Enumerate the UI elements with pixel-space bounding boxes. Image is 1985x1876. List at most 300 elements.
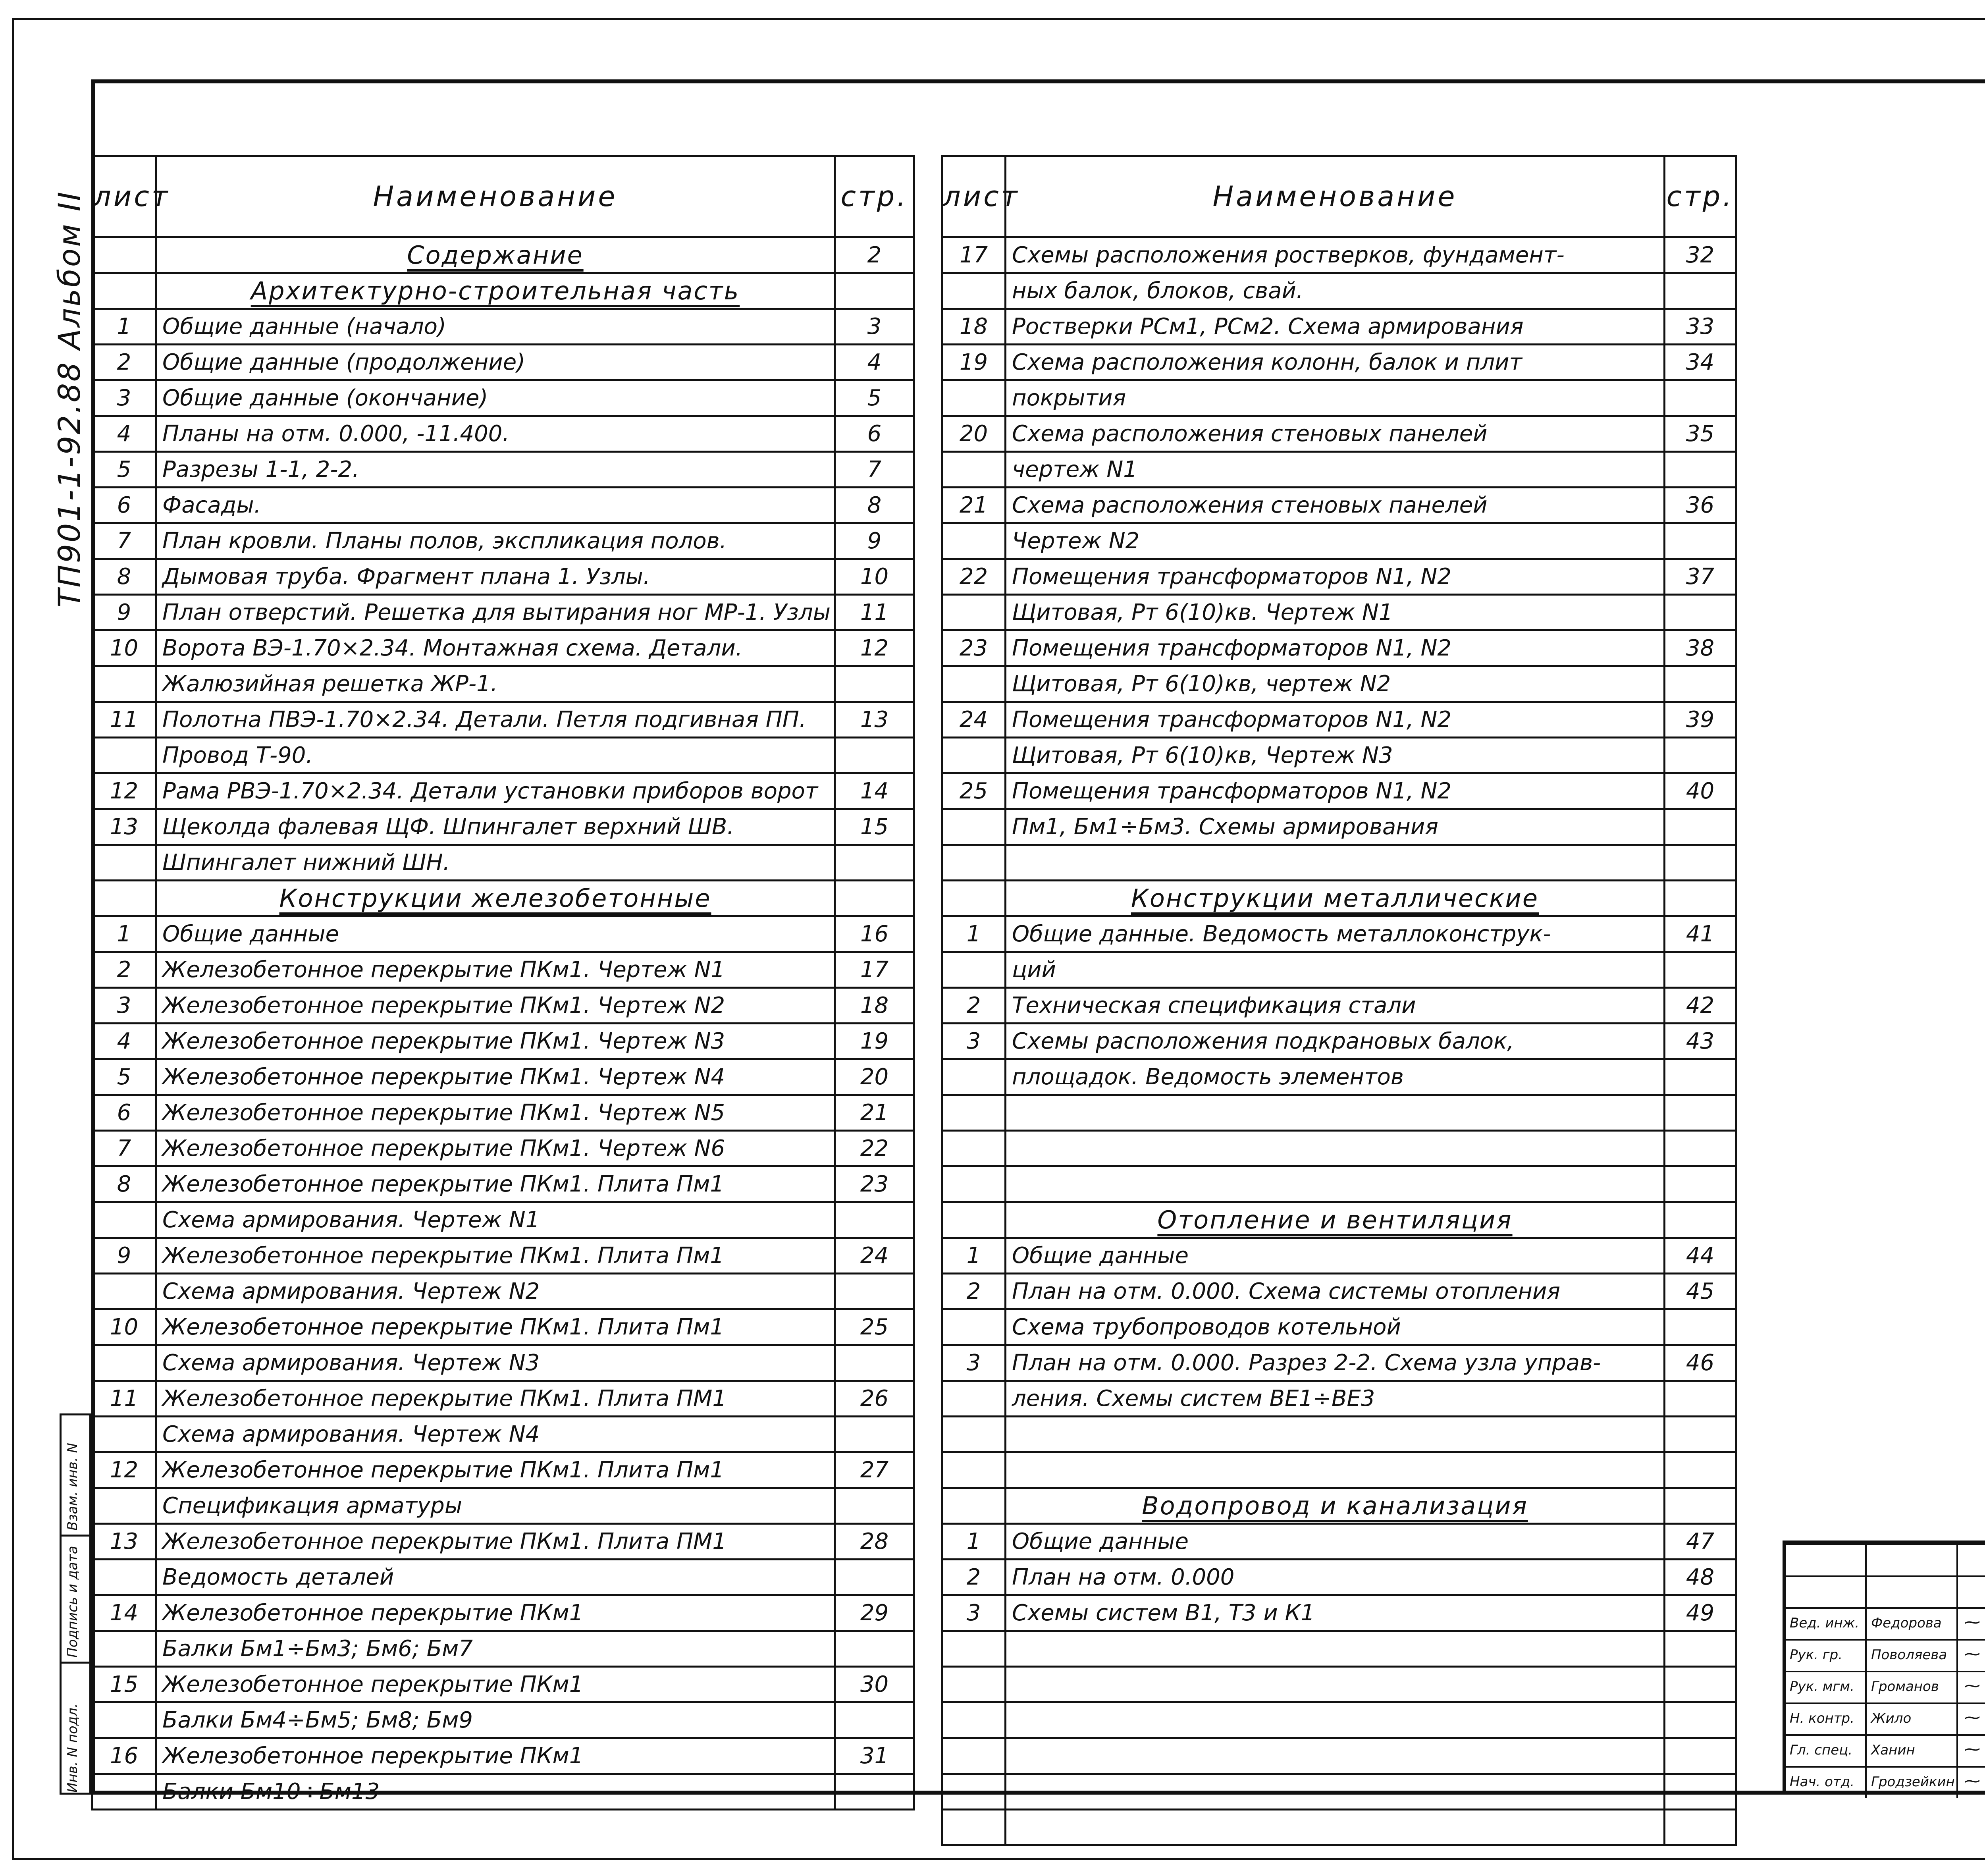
- name-cell: [1006, 1774, 1665, 1810]
- name-cell: [1006, 1738, 1665, 1774]
- name-cell: План на отм. 0.000: [1006, 1560, 1665, 1595]
- sheet-cell: [93, 1774, 156, 1810]
- sheet-cell: 1: [942, 916, 1006, 952]
- sheet-cell: [942, 666, 1006, 702]
- table-row: [942, 1774, 1736, 1810]
- page-cell: [1665, 1417, 1736, 1452]
- table-row: [93, 1059, 914, 1095]
- name-cell: [1006, 1667, 1665, 1702]
- name-cell: [1006, 1810, 1665, 1845]
- page-cell: [835, 1345, 914, 1381]
- section-title-text: Архитектурно-строительная часть: [251, 276, 740, 305]
- table-row: [942, 309, 1736, 345]
- sheet-cell: [942, 845, 1006, 881]
- sheet-cell: [942, 1309, 1006, 1345]
- header-page: стр.: [1665, 156, 1736, 237]
- name-cell: [1006, 1452, 1665, 1488]
- sheet-cell: 2: [93, 345, 156, 380]
- sheet-cell: [93, 1417, 156, 1452]
- name-cell: покрытия: [1006, 380, 1665, 416]
- name-cell: ций: [1006, 952, 1665, 988]
- name-cell: Железобетонное перекрытие ПКм1. Плита Пм1: [156, 1238, 835, 1274]
- table-row: [942, 595, 1736, 630]
- table-row: [942, 559, 1736, 595]
- section-title-text: Содержание: [407, 241, 584, 270]
- page-cell: 7: [835, 452, 914, 488]
- title-block: [1783, 1541, 1985, 1795]
- page-cell: 47: [1665, 1524, 1736, 1560]
- page-cell: 41: [1665, 916, 1736, 952]
- table-row: [942, 1702, 1736, 1738]
- signer-role: Нач. отд.: [1790, 1774, 1855, 1790]
- table-row: [93, 1452, 914, 1488]
- page-cell: [1665, 595, 1736, 630]
- table-row: [93, 630, 914, 666]
- table-row: [93, 1238, 914, 1274]
- name-cell: Рама РВЭ-1.70×2.34. Детали установки приборов ворот: [156, 773, 835, 809]
- table-row: [942, 380, 1736, 416]
- name-cell: [1006, 845, 1665, 881]
- name-cell: Схема расположения стеновых панелей: [1006, 416, 1665, 452]
- page-cell: 15: [835, 809, 914, 845]
- page-cell: [1665, 380, 1736, 416]
- sheet-cell: [93, 845, 156, 881]
- page-cell: [1665, 666, 1736, 702]
- page-cell: [1665, 1059, 1736, 1095]
- name-cell: Ростверки РСм1, РСм2. Схема армирования: [1006, 309, 1665, 345]
- signature-mark: ⁓: [1964, 1677, 1980, 1695]
- page-cell: 10: [835, 559, 914, 595]
- strip-label-inventory: Инв. N подл.: [65, 1703, 81, 1793]
- name-cell: площадок. Ведомость элементов: [1006, 1059, 1665, 1095]
- page-cell: 39: [1665, 702, 1736, 738]
- table-row: [93, 559, 914, 595]
- table-row: [93, 1774, 914, 1810]
- name-cell: Схема армирования. Чертеж N2: [156, 1274, 835, 1309]
- name-cell: Помещения трансформаторов N1, N2: [1006, 559, 1665, 595]
- page-cell: [835, 1488, 914, 1524]
- page-cell: 29: [835, 1595, 914, 1631]
- sheet-cell: [93, 273, 156, 309]
- name-cell: Провод Т-90.: [156, 738, 835, 773]
- name-cell: Помещения трансформаторов N1, N2: [1006, 773, 1665, 809]
- page-cell: [1665, 1309, 1736, 1345]
- sheet-cell: 13: [93, 809, 156, 845]
- strip-label-signature: Подпись и дата: [65, 1546, 81, 1658]
- sheet-cell: [942, 1488, 1006, 1524]
- sheet-cell: 1: [93, 916, 156, 952]
- name-cell: Общие данные (продолжение): [156, 345, 835, 380]
- table-row: [93, 1417, 914, 1452]
- sheet-cell: 3: [93, 988, 156, 1024]
- name-cell: Ведомость деталей: [156, 1560, 835, 1595]
- sheet-cell: [93, 881, 156, 916]
- name-cell: План отверстий. Решетка для вытирания ног МР-1. Узлы: [156, 595, 835, 630]
- name-cell: Общие данные (окончание): [156, 380, 835, 416]
- name-cell: Железобетонное перекрытие ПКм1. Чертеж N5: [156, 1095, 835, 1131]
- table-header: [942, 156, 1736, 237]
- page-cell: [835, 1560, 914, 1595]
- signer-role: Н. контр.: [1790, 1710, 1854, 1726]
- sheet-cell: [942, 1417, 1006, 1452]
- page-cell: [1665, 1774, 1736, 1810]
- sheet-cell: 8: [93, 1166, 156, 1202]
- name-cell: Разрезы 1-1, 2-2.: [156, 452, 835, 488]
- page-cell: 27: [835, 1452, 914, 1488]
- name-cell: Балки Бм4÷Бм5; Бм8; Бм9: [156, 1702, 835, 1738]
- table-row: [93, 1560, 914, 1595]
- table-row: [93, 488, 914, 523]
- header-name: Наименование: [156, 156, 835, 237]
- page-cell: 12: [835, 630, 914, 666]
- table-row: [93, 738, 914, 773]
- table-row: [93, 1595, 914, 1631]
- name-cell: План кровли. Планы полов, экспликация полов.: [156, 523, 835, 559]
- section-row: [942, 1488, 1736, 1524]
- signer-name: Громанов: [1871, 1679, 1939, 1695]
- signature-mark: ⁓: [1964, 1740, 1980, 1758]
- name-cell: Железобетонное перекрытие ПКм1. Чертеж N2: [156, 988, 835, 1024]
- page-cell: 5: [835, 380, 914, 416]
- page-cell: 11: [835, 595, 914, 630]
- table-row: [942, 416, 1736, 452]
- page-cell: 9: [835, 523, 914, 559]
- page-cell: 46: [1665, 1345, 1736, 1381]
- page-cell: [835, 273, 914, 309]
- sheet-cell: 5: [93, 1059, 156, 1095]
- table-row: [942, 916, 1736, 952]
- table-row: [942, 1095, 1736, 1131]
- sheet-cell: [93, 1560, 156, 1595]
- name-cell: Техническая спецификация стали: [1006, 988, 1665, 1024]
- signer-role: Вед. инж.: [1790, 1615, 1860, 1631]
- sheet-cell: [942, 1166, 1006, 1202]
- page-cell: 48: [1665, 1560, 1736, 1595]
- page-cell: 8: [835, 488, 914, 523]
- sheet-cell: 2: [942, 1560, 1006, 1595]
- name-cell: Железобетонное перекрытие ПКм1. Плита Пм1: [156, 1166, 835, 1202]
- section-row: [93, 237, 914, 273]
- approval-strip: [60, 1413, 91, 1795]
- page-cell: [835, 666, 914, 702]
- table-row: [942, 1595, 1736, 1631]
- name-cell: ных балок, блоков, свай.: [1006, 273, 1665, 309]
- name-cell: [1006, 1631, 1665, 1667]
- section-title: [1006, 1202, 1665, 1238]
- name-cell: Чертеж N2: [1006, 523, 1665, 559]
- table-row: [942, 523, 1736, 559]
- table-row: [93, 702, 914, 738]
- name-cell: Спецификация арматуры: [156, 1488, 835, 1524]
- sheet-cell: [93, 666, 156, 702]
- section-title-text: Конструкции железобетонные: [279, 884, 711, 913]
- name-cell: Схема расположения колонн, балок и плит: [1006, 345, 1665, 380]
- page-cell: 6: [835, 416, 914, 452]
- sheet-cell: 25: [942, 773, 1006, 809]
- sheet-cell: [942, 1202, 1006, 1238]
- name-cell: Общие данные. Ведомость металлоконструк-: [1006, 916, 1665, 952]
- signature-mark: ⁓: [1964, 1772, 1980, 1790]
- sheet-cell: [93, 237, 156, 273]
- sheet-cell: 2: [942, 1274, 1006, 1309]
- sheet-cell: [942, 1667, 1006, 1702]
- name-cell: [1006, 1702, 1665, 1738]
- sheet-cell: 5: [93, 452, 156, 488]
- table-row: [942, 488, 1736, 523]
- section-row: [942, 881, 1736, 916]
- name-cell: Жалюзийная решетка ЖР-1.: [156, 666, 835, 702]
- name-cell: Ворота ВЭ-1.70×2.34. Монтажная схема. Детали.: [156, 630, 835, 666]
- table-row: [93, 988, 914, 1024]
- signer-role: Рук. гр.: [1790, 1647, 1843, 1663]
- table-row: [93, 1274, 914, 1309]
- page-cell: 45: [1665, 1274, 1736, 1309]
- signature-mark: ⁓: [1964, 1708, 1980, 1727]
- table-row: [93, 1702, 914, 1738]
- sheet-cell: 6: [93, 1095, 156, 1131]
- sheet-cell: 7: [93, 1131, 156, 1166]
- name-cell: Железобетонное перекрытие ПКм1. Плита ПМ1: [156, 1381, 835, 1417]
- page-cell: [1665, 1095, 1736, 1131]
- page-cell: [1665, 1131, 1736, 1166]
- page-cell: 18: [835, 988, 914, 1024]
- table-row: [942, 1560, 1736, 1595]
- section-title: [156, 881, 835, 916]
- section-title-text: Отопление и вентиляция: [1157, 1205, 1513, 1234]
- page-cell: [1665, 1488, 1736, 1524]
- table-row: [942, 809, 1736, 845]
- sheet-cell: 14: [93, 1595, 156, 1631]
- sheet-cell: 24: [942, 702, 1006, 738]
- name-cell: Железобетонное перекрытие ПКм1: [156, 1667, 835, 1702]
- sheet-cell: 19: [942, 345, 1006, 380]
- name-cell: Щитовая, Рт 6(10)кв, Чертеж N3: [1006, 738, 1665, 773]
- sheet-cell: 15: [93, 1667, 156, 1702]
- sheet-cell: 12: [93, 1452, 156, 1488]
- table-row: [942, 1810, 1736, 1845]
- signer-name: Жило: [1871, 1710, 1912, 1726]
- sheet-cell: 10: [93, 630, 156, 666]
- name-cell: Щитовая, Рт 6(10)кв. Чертеж N1: [1006, 595, 1665, 630]
- name-cell: Общие данные (начало): [156, 309, 835, 345]
- table-row: [93, 1381, 914, 1417]
- name-cell: Схема армирования. Чертеж N1: [156, 1202, 835, 1238]
- section-row: [93, 273, 914, 309]
- name-cell: Железобетонное перекрытие ПКм1. Чертеж N6: [156, 1131, 835, 1166]
- page-cell: 24: [835, 1238, 914, 1274]
- sheet-cell: 13: [93, 1524, 156, 1560]
- sheet-cell: 18: [942, 309, 1006, 345]
- sheet-cell: 23: [942, 630, 1006, 666]
- name-cell: Пм1, Бм1÷Бм3. Схемы армирования: [1006, 809, 1665, 845]
- page-cell: [1665, 738, 1736, 773]
- page-cell: 13: [835, 702, 914, 738]
- table-row: [93, 309, 914, 345]
- table-row: [942, 1059, 1736, 1095]
- name-cell: Железобетонное перекрытие ПКм1: [156, 1738, 835, 1774]
- table-row: [942, 1524, 1736, 1560]
- page-cell: [1665, 881, 1736, 916]
- page-cell: [835, 845, 914, 881]
- page-cell: [1665, 452, 1736, 488]
- sheet-cell: 4: [93, 416, 156, 452]
- table-row: [93, 1667, 914, 1702]
- table-header: [93, 156, 914, 237]
- section-title: [1006, 881, 1665, 916]
- table-row: [93, 1024, 914, 1059]
- page-cell: 23: [835, 1166, 914, 1202]
- name-cell: [1006, 1166, 1665, 1202]
- sheet-cell: 21: [942, 488, 1006, 523]
- table-row: [942, 773, 1736, 809]
- page-cell: [1665, 523, 1736, 559]
- table-row: [93, 1166, 914, 1202]
- name-cell: Железобетонное перекрытие ПКм1. Чертеж N4: [156, 1059, 835, 1095]
- page-cell: [835, 1202, 914, 1238]
- name-cell: Железобетонное перекрытие ПКм1. Плита Пм1: [156, 1452, 835, 1488]
- table-row: [942, 1417, 1736, 1452]
- page-cell: 31: [835, 1738, 914, 1774]
- signer-name: Гродзейкин: [1871, 1774, 1955, 1790]
- page-cell: 2: [835, 237, 914, 273]
- page-cell: 28: [835, 1524, 914, 1560]
- page-cell: 17: [835, 952, 914, 988]
- table-row: [942, 1738, 1736, 1774]
- table-row: [942, 988, 1736, 1024]
- signer-name: Ханин: [1871, 1742, 1915, 1758]
- table-row: [93, 1524, 914, 1560]
- table-row: [93, 345, 914, 380]
- sheet-cell: 1: [93, 309, 156, 345]
- name-cell: План на отм. 0.000. Схема системы отопления: [1006, 1274, 1665, 1309]
- sheet-cell: 3: [93, 380, 156, 416]
- strip-divider: [62, 1535, 89, 1537]
- table-row: [942, 1238, 1736, 1274]
- sheet-cell: [942, 273, 1006, 309]
- sheet-cell: 11: [93, 1381, 156, 1417]
- sheet-cell: [942, 595, 1006, 630]
- page-cell: 19: [835, 1024, 914, 1059]
- sheet-cell: [942, 1452, 1006, 1488]
- sheet-cell: [942, 1095, 1006, 1131]
- signer-role: Гл. спец.: [1790, 1742, 1853, 1758]
- sheet-cell: 12: [93, 773, 156, 809]
- table-row: [942, 273, 1736, 309]
- table-row: [942, 630, 1736, 666]
- table-row: [93, 380, 914, 416]
- table-row: [942, 1309, 1736, 1345]
- page-cell: 16: [835, 916, 914, 952]
- sheet-cell: [942, 1059, 1006, 1095]
- table-row: [942, 1381, 1736, 1417]
- table-row: [942, 845, 1736, 881]
- page-cell: 43: [1665, 1024, 1736, 1059]
- page-cell: [1665, 952, 1736, 988]
- table-row: [942, 1667, 1736, 1702]
- sheet-cell: [942, 523, 1006, 559]
- table-row: [942, 1345, 1736, 1381]
- signature-mark: ⁓: [1964, 1645, 1980, 1663]
- table-row: [93, 773, 914, 809]
- sheet-cell: 2: [942, 988, 1006, 1024]
- header-sheet: лист: [93, 156, 156, 237]
- sheet-cell: 1: [942, 1524, 1006, 1560]
- page-cell: 37: [1665, 559, 1736, 595]
- sheet-cell: [942, 1631, 1006, 1667]
- page-cell: 35: [1665, 416, 1736, 452]
- table-row: [93, 1095, 914, 1131]
- table-row: [942, 237, 1736, 273]
- table-row: [93, 523, 914, 559]
- sheet-cell: 3: [942, 1595, 1006, 1631]
- page-cell: [1665, 1810, 1736, 1845]
- name-cell: Общие данные: [1006, 1524, 1665, 1560]
- page-cell: 26: [835, 1381, 914, 1417]
- table-row: [942, 452, 1736, 488]
- name-cell: Щеколда фалевая ЩФ. Шпингалет верхний ШВ.: [156, 809, 835, 845]
- name-cell: Схемы систем В1, Т3 и К1: [1006, 1595, 1665, 1631]
- section-title: [156, 273, 835, 309]
- name-cell: Железобетонное перекрытие ПКм1. Плита Пм1: [156, 1309, 835, 1345]
- page-cell: 36: [1665, 488, 1736, 523]
- name-cell: [1006, 1417, 1665, 1452]
- name-cell: Схема расположения стеновых панелей: [1006, 488, 1665, 523]
- table-row: [93, 1131, 914, 1166]
- table-row: [942, 666, 1736, 702]
- sheet-cell: [93, 738, 156, 773]
- page-cell: 3: [835, 309, 914, 345]
- name-cell: Щитовая, Рт 6(10)кв, чертеж N2: [1006, 666, 1665, 702]
- sheet-cell: 16: [93, 1738, 156, 1774]
- signature-grid: [1786, 1544, 1985, 1798]
- name-cell: Помещения трансформаторов N1, N2: [1006, 702, 1665, 738]
- table-row: [93, 1202, 914, 1238]
- page-cell: [1665, 1166, 1736, 1202]
- page-cell: 40: [1665, 773, 1736, 809]
- sheet-cell: [942, 452, 1006, 488]
- page-cell: 4: [835, 345, 914, 380]
- sheet-cell: [93, 1702, 156, 1738]
- page-cell: 44: [1665, 1238, 1736, 1274]
- page-cell: [1665, 1738, 1736, 1774]
- sheet-cell: 1: [942, 1238, 1006, 1274]
- page-cell: [1665, 809, 1736, 845]
- table-row: [93, 1738, 914, 1774]
- page-cell: [1665, 1202, 1736, 1238]
- sheet-cell: 6: [93, 488, 156, 523]
- sheet-cell: [942, 1702, 1006, 1738]
- name-cell: чертеж N1: [1006, 452, 1665, 488]
- sheet-cell: [942, 881, 1006, 916]
- album-label: [48, 151, 87, 611]
- name-cell: Дымовая труба. Фрагмент плана 1. Узлы.: [156, 559, 835, 595]
- table-row: [942, 1024, 1736, 1059]
- name-cell: Схема армирования. Чертеж N3: [156, 1345, 835, 1381]
- page-cell: [835, 1274, 914, 1309]
- strip-divider: [62, 1662, 89, 1664]
- name-cell: Балки Бм10÷Бм13: [156, 1774, 835, 1810]
- page-cell: 21: [835, 1095, 914, 1131]
- sheet-cell: [942, 1810, 1006, 1845]
- sheet-cell: [942, 1738, 1006, 1774]
- header-name: Наименование: [1006, 156, 1665, 237]
- sheet-cell: [93, 1345, 156, 1381]
- name-cell: ления. Схемы систем ВЕ1÷ВЕ3: [1006, 1381, 1665, 1417]
- table-row: [93, 416, 914, 452]
- table-row: [93, 452, 914, 488]
- sheet-cell: [942, 380, 1006, 416]
- section-title-text: Конструкции металлические: [1131, 884, 1539, 913]
